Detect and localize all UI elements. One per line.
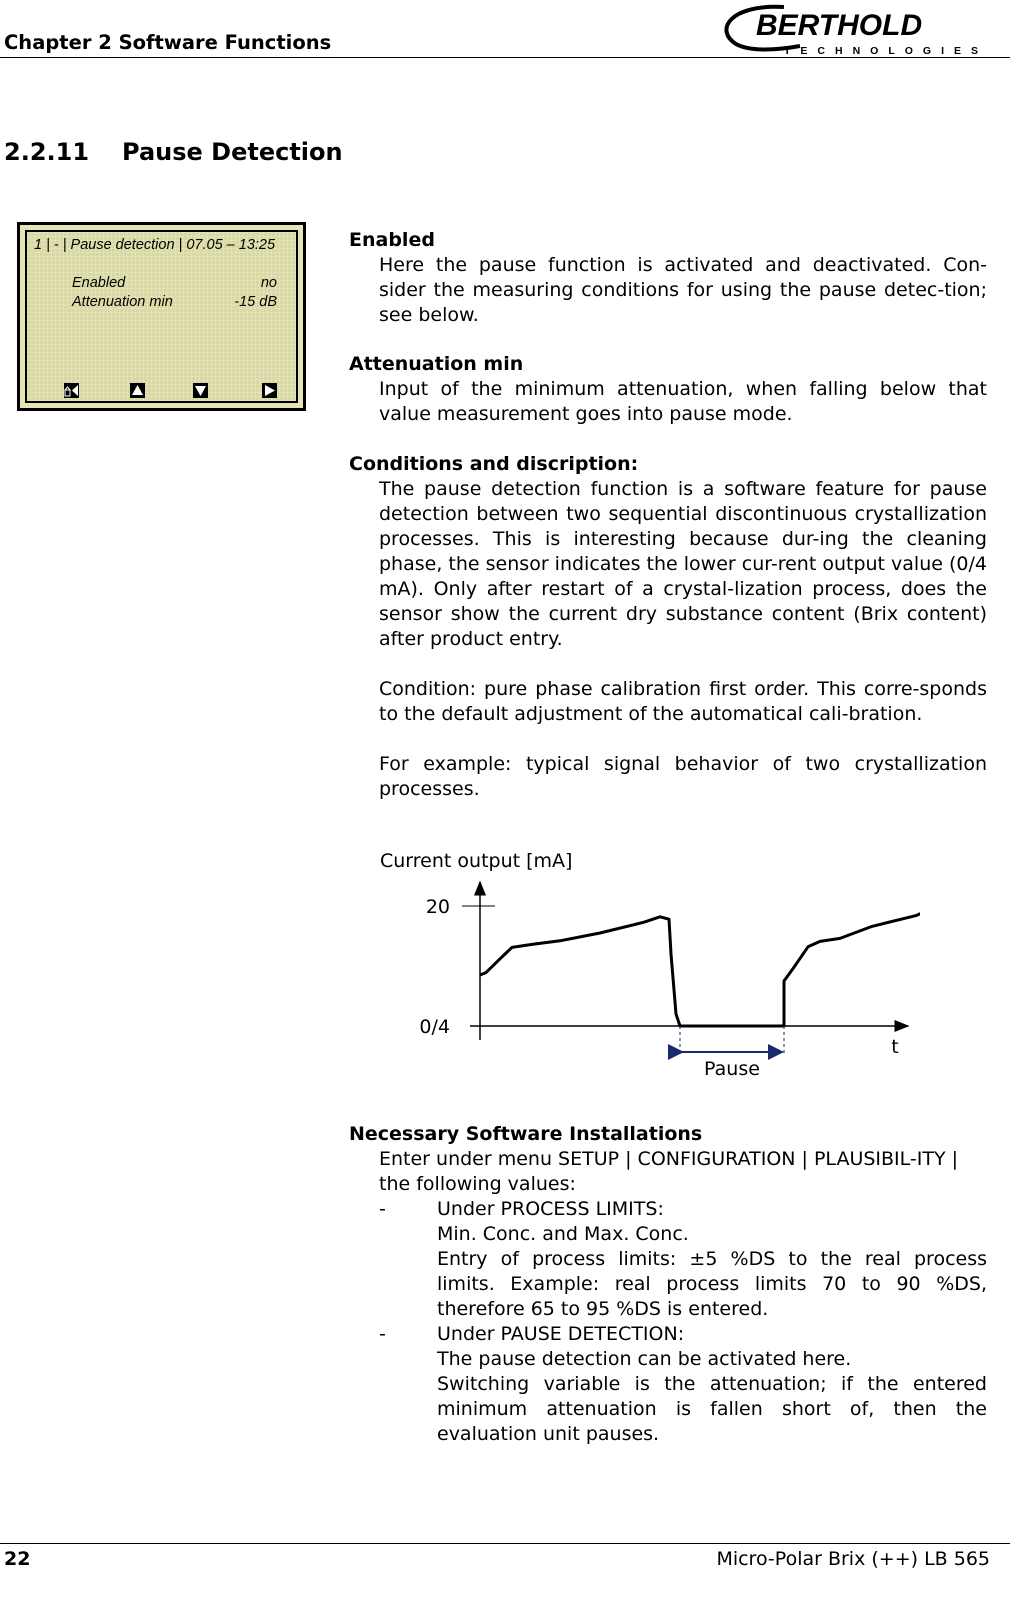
list-item-title: Under PAUSE DETECTION: (437, 1323, 685, 1345)
chapter-heading: Chapter 2 Software Functions (4, 31, 332, 54)
lcd-screen (27, 232, 296, 401)
x-axis-label: t (891, 1036, 899, 1058)
device-display (17, 222, 306, 411)
attenuation-text: Input of the minimum attenuation, when falling below that value measurement goes into pause mode. (379, 378, 987, 425)
header-rule (0, 57, 1010, 58)
right-key[interactable] (262, 383, 277, 398)
y-tick-label: 20 (425, 896, 450, 918)
lcd-row-label: Enabled (72, 275, 126, 291)
conditions-paragraph-1: The pause detection function is a software feature for pause detection between two sequential discontinuous crystallization processes. This is interesting because dur-ing the cleaning phase, the sensor indicates the lower cur-rent output value (0/4 mA). Only after restart of a crystal-lization process, does the sensor show the current dry substance content (Brix content) after product entry. (379, 478, 987, 650)
pause-label: Pause (704, 1058, 760, 1080)
enabled-heading: Enabled (349, 229, 435, 251)
attenuation-heading: Attenuation min (349, 353, 524, 375)
installations-heading: Necessary Software Installations (349, 1123, 703, 1145)
logo-sub-text: TECHNOLOGIES (784, 45, 989, 56)
conditions-paragraph-3: For example: typical signal behavior of two crystallization processes. (379, 753, 987, 800)
signal-series-line (480, 908, 920, 1026)
lcd-row-enabled[interactable] (72, 275, 277, 293)
installations-section (349, 1122, 987, 1447)
signal-chart (400, 870, 920, 1090)
y-tick-label: 0/4 (419, 1016, 450, 1038)
section-number: 2.2.11 (4, 138, 90, 166)
conditions-paragraph-2: Condition: pure phase calibration first order. This corre-sponds to the default adjustment of the automatical cali-bration. (379, 678, 987, 725)
enabled-text: Here the pause function is activated and deactivated. Con-sider the measuring conditions for using the pause detec-tion; see below. (379, 254, 987, 326)
up-arrow-icon (130, 383, 145, 398)
logo-main-text: BERTHOLD (756, 9, 923, 42)
installations-list (349, 1197, 987, 1447)
footer-rule (0, 1543, 1010, 1544)
up-key[interactable] (130, 383, 145, 398)
down-key[interactable] (193, 383, 208, 398)
home-back-key[interactable] (64, 383, 79, 398)
list-item-line: Switching variable is the attenuation; if the entered minimum attenuation is fallen short of, then the evaluation unit pauses. (437, 1373, 987, 1445)
list-item-title: Under PROCESS LIMITS: (437, 1198, 664, 1220)
home-back-icon (64, 383, 79, 398)
conditions-section (349, 452, 987, 802)
attenuation-section (349, 352, 987, 427)
lcd-row-label: Attenuation min (72, 294, 173, 310)
list-dash: - (379, 1323, 386, 1345)
list-item-line: The pause detection can be activated here. (437, 1348, 852, 1370)
list-item-line: Entry of process limits: ±5 %DS to the real process limits. Example: real process limits 70 to 90 %DS, therefore 65 to 95 %DS is entered. (437, 1248, 987, 1320)
conditions-heading: Conditions and discription: (349, 453, 639, 475)
lcd-row-value: -15 dB (234, 294, 277, 310)
document-title: Micro-Polar Brix (++) LB 565 (716, 1548, 990, 1570)
page-number: 22 (4, 1548, 31, 1570)
lcd-status-line: 1 | - | Pause detection | 07.05 – 13:25 (34, 237, 276, 253)
right-arrow-icon (262, 383, 277, 398)
section-title (4, 138, 343, 166)
list-item (379, 1197, 987, 1322)
list-item (379, 1322, 987, 1447)
chart-title: Current output [mA] (380, 850, 573, 872)
down-arrow-icon (193, 383, 208, 398)
lcd-row-value: no (260, 275, 277, 291)
enabled-section (349, 228, 987, 328)
berthold-logo (720, 0, 1010, 56)
section-title-text: Pause Detection (122, 138, 343, 166)
list-item-line: Min. Conc. and Max. Conc. (437, 1223, 689, 1245)
lcd-row-attenuation-min[interactable] (72, 294, 277, 312)
list-dash: - (379, 1198, 386, 1220)
installations-intro: Enter under menu SETUP | CONFIGURATION | PLAUSIBIL-ITY | the following values: (379, 1148, 959, 1195)
